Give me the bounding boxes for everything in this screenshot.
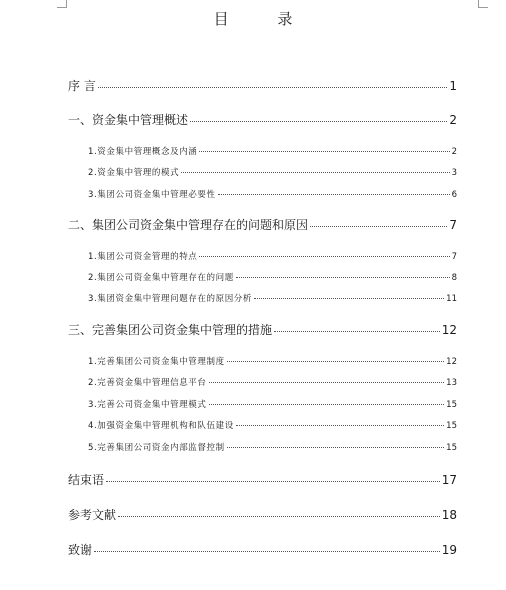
toc-page-number: 15 [446,400,457,410]
toc-entry-section-3-5[interactable] [88,441,457,453]
toc-entry-text: 致谢 [68,543,93,557]
toc-page-number: 11 [446,294,457,304]
toc-entry-section-2-1[interactable] [88,250,457,262]
toc-page-number: 12 [441,323,457,337]
toc-page-number: 3 [451,168,457,178]
toc-entry-text: 1.完善集团公司资金集中管理制度 [88,357,225,367]
toc-dot-leader [94,551,440,552]
toc-dot-leader [227,361,444,362]
toc-entry-text: 1.资金集中管理概念及内涵 [88,147,198,157]
toc-page-number: 1 [449,79,457,93]
toc-dot-leader [310,226,447,227]
toc-dot-leader [98,87,448,88]
toc-dot-leader [209,382,445,383]
toc-entry-text: 3.完善公司资金集中管理模式 [88,400,207,410]
crop-mark-top-right [478,0,488,8]
toc-dot-leader [236,277,450,278]
toc-page-number: 18 [441,508,457,522]
toc-entry-chapter-1[interactable] [68,111,457,128]
toc-entry-text: 二、集团公司资金集中管理存在的问题和原因 [68,218,309,232]
toc-entry-chapter-3[interactable] [68,321,457,338]
toc-entry-conclusion[interactable] [68,471,457,488]
toc-dot-leader [274,331,440,332]
toc-page-number: 12 [446,357,457,367]
toc-dot-leader [118,516,440,517]
toc-entry-section-3-4[interactable] [88,419,457,431]
toc-dot-leader [106,481,440,482]
crop-mark-top-left [57,0,67,8]
toc-page-number: 15 [446,421,457,431]
toc-dot-leader [190,121,447,122]
toc-entry-section-3-2[interactable] [88,376,457,388]
toc-dot-leader [209,404,445,405]
toc-dot-leader [254,298,444,299]
toc-entry-text: 三、完善集团公司资金集中管理的措施 [68,323,273,337]
toc-page-number: 6 [451,190,457,200]
toc-entry-section-2-3[interactable] [88,292,457,304]
toc-entry-text: 2.资金集中管理的模式 [88,168,180,178]
toc-entry-chapter-2[interactable] [68,216,457,233]
toc-entry-references[interactable] [68,506,457,523]
toc-page-number: 7 [451,252,457,262]
toc-dot-leader [199,151,449,152]
toc-entry-text: 4.加强资金集中管理机构和队伍建设 [88,421,234,431]
toc-entry-section-1-1[interactable] [88,145,457,157]
toc-title: 目 录 [213,10,315,28]
toc-entry-text: 2.集团公司资金集中管理存在的问题 [88,273,234,283]
toc-page-number: 17 [441,473,457,487]
toc-entry-section-1-3[interactable] [88,188,457,200]
toc-entry-acknowledgements[interactable] [68,541,457,558]
toc-page-number: 19 [441,543,457,557]
toc-page-number: 7 [449,218,457,232]
toc-entry-section-1-2[interactable] [88,166,457,178]
toc-entry-preface[interactable] [68,77,457,94]
toc-entry-text: 一、资金集中管理概述 [68,113,189,127]
toc-dot-leader [181,172,449,173]
toc-entry-text: 3.集团公司资金集中管理必要性 [88,190,216,200]
toc-entry-text: 5.完善集团公司资金内部监督控制 [88,443,225,453]
toc-entry-text: 参考文献 [68,508,117,522]
toc-dot-leader [199,256,449,257]
toc-entry-text: 结束语 [68,473,105,487]
toc-entry-text: 3.集团资金集中管理问题存在的原因分析 [88,294,253,304]
toc-entry-section-3-3[interactable] [88,398,457,410]
toc-page-number: 13 [446,378,457,388]
toc-page-number: 2 [451,147,457,157]
toc-page-number: 15 [446,443,457,453]
toc-entry-text: 2.完善资金集中管理信息平台 [88,378,207,388]
toc-entry-text: 序 言 [68,79,96,93]
toc-page-number: 8 [451,273,457,283]
toc-dot-leader [236,425,444,426]
toc-dot-leader [227,447,444,448]
toc-dot-leader [218,194,450,195]
toc-page-number: 2 [449,113,457,127]
toc-entry-section-3-1[interactable] [88,355,457,367]
toc-entry-text: 1.集团公司资金管理的特点 [88,252,198,262]
toc-entry-section-2-2[interactable] [88,271,457,283]
